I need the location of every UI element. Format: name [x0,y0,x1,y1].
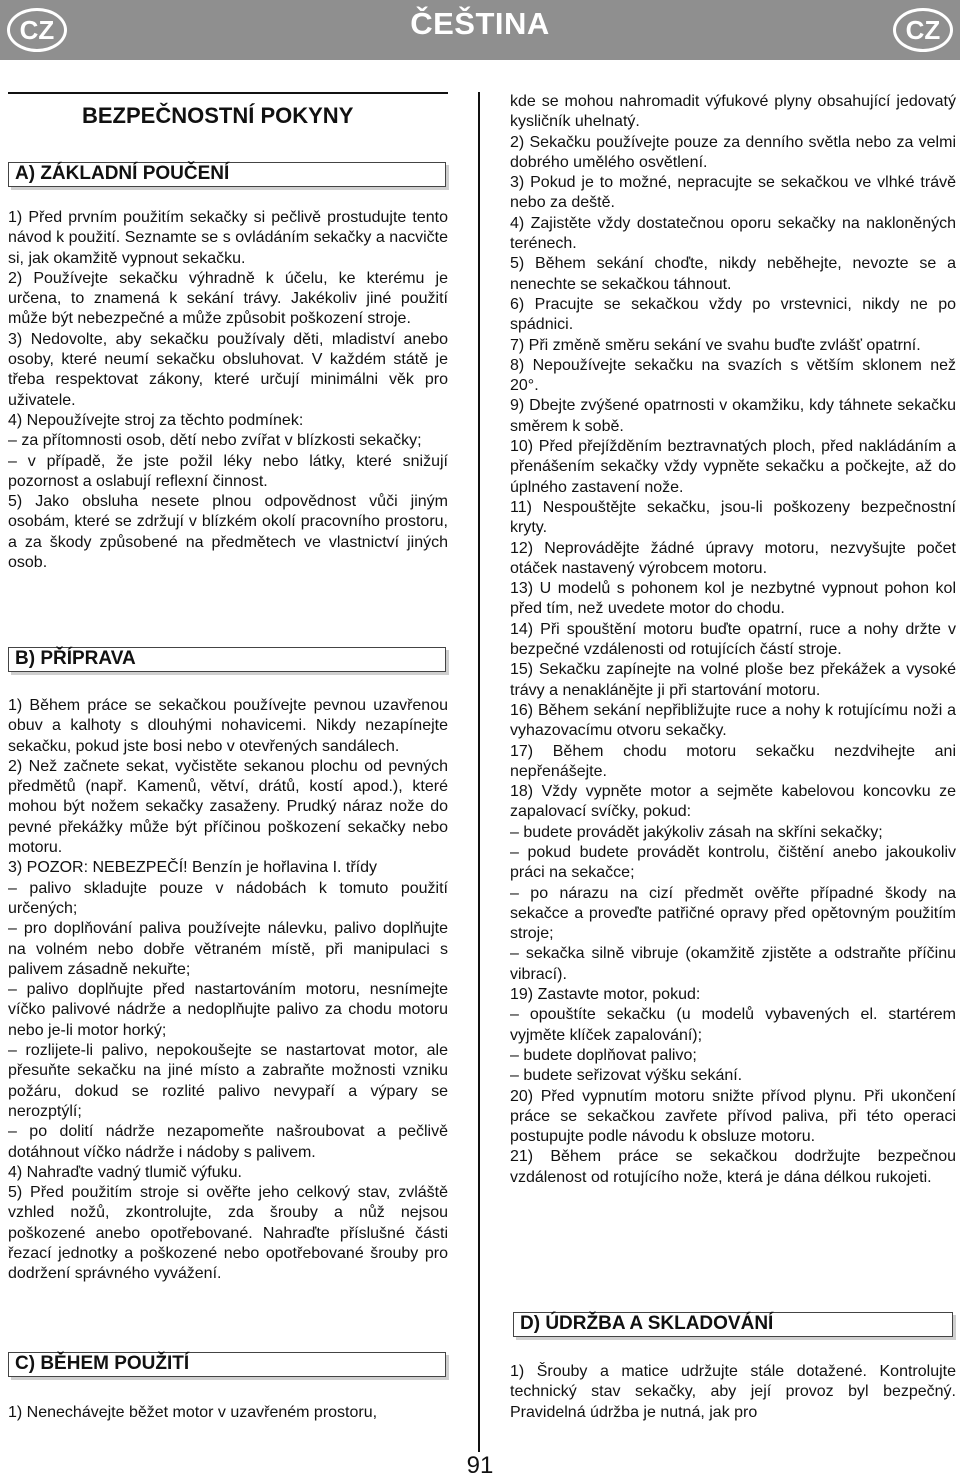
paragraph: 10) Před přejížděním beztravnatých ploch, před nakládáním a přenášením sekačky vždy vypněte sekačku a počkejte, až do úplného zastavení nože. [510,438,956,496]
paragraph: 9) Dbejte zvýšené opatrnosti v okamžiku, kdy táhnete sekačku směrem k sobě. [510,397,956,435]
paragraph: – palivo doplňujte před nastartováním motoru, nesnímejte víčko palivové nádrže a nedoplňujte palivo za chodu motoru nebo je-li motor horký; [8,981,448,1039]
paragraph: – sekačka silně vibruje (okamžitě zjistěte a odstraňte příčinu vibrací). [510,945,956,983]
paragraph: – budete doplňovat palivo; [510,1046,697,1064]
section-a-heading: A) ZÁKLADNÍ POUČENÍ [8,162,446,187]
paragraph: – pro doplňování paliva používejte nálevku, palivo doplňujte na volném nebo dobře větraném místě, při manipulaci s palivem zásadně nekuřte; [8,920,448,978]
paragraph: 2) Používejte sekačku výhradně k účelu, ke kterému je určena, to znamená k sekání trávy. Jakékoliv jiné použití může být nebezpečné a může způsobit poškození stroje. [8,269,448,328]
paragraph: 6) Pracujte se sekačkou vždy po vrstevnici, nikdy ne po spádnici. [510,295,956,334]
paragraph: 4) Zajistěte vždy dostatečnou oporu sekačky na nakloněných terénech. [510,214,956,253]
paragraph: 11) Nespouštějte sekačku, jsou-li poškozeny bezpečnostní kryty. [510,498,956,537]
section-b-body [8,696,448,1285]
paragraph: – palivo skladujte pouze v nádobách k tomuto použití určených; [8,879,448,917]
paragraph: 8) Nepoužívejte sekačku na svazích s větším sklonem než 20°. [510,356,956,395]
paragraph: 2) Než začnete sekat, vyčistěte sekanou plochu od pevných předmětů (např. Kamenů, větví, drátů, kostí apod.), které mohou být nožem sekačky zasaženy. Prudký náraz nože do pevné překážky může být příčinou poškození sekačky nebo motoru. [8,757,448,857]
paragraph: 16) Během sekání nepřibližujte ruce a nohy k rotujícímu noži a vyhazovacímu otvoru sekačky. [510,701,956,740]
paragraph: 4) Nahraďte vadný tlumič výfuku. [8,1163,242,1181]
section-b-heading: B) PŘÍPRAVA [8,647,446,672]
paragraph: 15) Sekačku zapínejte na volné ploše bez překážek a vysoké trávy a nenaklánějte ji při startování motoru. [510,661,956,699]
right-column-body [510,92,956,1188]
paragraph: 20) Před vypnutím motoru snižte přívod plynu. Při ukončení práce se sekačkou zavřete přívod paliva, při této operaci postupujte podle návodu k obsluze motoru. [510,1087,956,1146]
paragraph: – budete seřizovat výšku sekání. [510,1067,743,1085]
header-title: ČEŠTINA [410,6,550,41]
column-divider [478,92,480,1452]
section-c-body [8,1403,448,1423]
paragraph: 14) Při spouštění motoru buďte opatrní, ruce a nohy držte v bezpečné vzdálenosti od rotujících částí stroje. [510,620,956,659]
paragraph: 4) Nepoužívejte stroj za těchto podmínek: [8,411,304,429]
page-header [0,0,960,60]
paragraph: 5) Jako obsluha nesete plnou odpovědnost vůči jiným osobám, které se zdržují v blízkém okolí pracovního prostoru, a za škody způsobené na předmětech ve vlastnictví jiných osob. [8,493,448,572]
paragraph: 13) U modelů s pohonem kol je nezbytné vypnout pohon kol před tím, než uvedete motor do chodu. [510,580,956,618]
paragraph: kde se mohou nahromadit výfukové plyny obsahující jedovatý kysličník uhelnatý. [510,93,956,131]
paragraph: – rozlijete-li palivo, nepokoušejte se nastartovat motor, ale přesuňte sekačku na jiné místo a zabraňte možnosti vzniku požáru, dokud se rozlité palivo nevypaří a výpary se nerozptýlí; [8,1042,448,1120]
paragraph: 19) Zastavte motor, pokud: [510,986,701,1004]
paragraph: 17) Během chodu motoru sekačku nezdvihejte ani nepřenášejte. [510,742,956,780]
paragraph: 7) Při změně směru sekání ve svahu buďte zvlášť opatrní. [510,336,921,354]
main-title: BEZPEČNOSTNÍ POKYNY [82,103,354,128]
paragraph: 21) Během práce se sekačkou dodržujte bezpečnou vzdálenost od rotujícího nože, která je dána délkou rukojeti. [510,1148,956,1186]
paragraph: 3) POZOR: NEBEZPEČÍ! Benzín je hořlavina I. třídy [8,859,378,877]
top-rule [8,92,448,94]
paragraph: – opouštíte sekačku (u modelů vybavených el. startérem vyjměte klíček zapalování); [510,1006,956,1044]
paragraph: 5) Před použitím stroje si ověřte jeho celkový stav, zvláště vzhled nožů, zkontrolujte, zda šrouby a nůž nejsou poškozené anebo opotřebované. Nahraďte příslušné části řezací jednotky a poškozené nebo opotřebované šrouby pro dodržení správného vyvážení. [8,1184,448,1283]
language-badge-left: CZ [7,8,67,52]
paragraph: 3) Nedovolte, aby sekačku používaly děti, mladiství anebo osoby, které neumí sekačku obsluhovat. V každém státě je třeba respektovat zákony, které určují minimálni věk pro uživatele. [8,330,448,409]
paragraph: 1) Nenechávejte běžet motor v uzavřeném prostoru, [8,1404,378,1421]
paragraph: – pokud budete provádět kontrolu, čištění anebo jakoukoliv práci na sekačce; [510,843,956,882]
paragraph: – budete provádět jakýkoliv zásah na skříni sekačky; [510,823,883,841]
paragraph: – v případě, že jste požil léky nebo látky, které snižují pozornost a oslabují reflexní činnost. [8,452,448,490]
section-a-body [8,208,448,573]
paragraph: 1) Během práce se sekačkou používejte pevnou uzavřenou obuv a kalhoty s dlouhými nohavicemi. Nikdy nezapínejte sekačku, pokud jste bosi nebo v otevřených sandálech. [8,697,448,755]
paragraph: 1) Šrouby a matice udržujte stále dotažené. Kontrolujte technický stav sekačky, aby její provoz byl bezpečný. Pravidelná údržba je nutná, jak pro [510,1363,956,1421]
paragraph: – za přítomnosti osob, dětí nebo zvířat v blízkosti sekačky; [8,432,422,450]
paragraph: 1) Před prvním použitím sekačky si pečlivě prostudujte tento návod k použití. Seznamte se s ovládáním sekačky a nacvičte si, jak okamžitě vypnout sekačku. [8,209,448,267]
paragraph: 2) Sekačku používejte pouze za denního světla nebo za velmi dobrého umělého osvětlení. [510,133,956,171]
paragraph: 3) Pokud je to možné, nepracujte se sekačkou ve vlhké trávě nebo za deště. [510,174,956,212]
section-c-heading: C) BĚHEM POUŽITÍ [8,1352,446,1377]
paragraph: – po dolití nádrže nezapomeňte našroubovat a pečlivě dotáhnout víčko nádrže i nádoby s palivem. [8,1123,448,1161]
paragraph: – po nárazu na cizí předmět ověřte případné škody na sekačce a proveďte patřičné opravy před opětovným použitím stroje; [510,884,956,943]
section-d-heading: D) ÚDRŽBA A SKLADOVÁNÍ [513,1312,953,1337]
paragraph: 18) Vždy vypněte motor a sejměte kabelovou koncovku ze zapalovací svíčky, pokud: [510,783,956,821]
paragraph: 5) Během sekání choďte, nikdy neběhejte, nevozte se a nenechte se sekačkou táhnout. [510,255,956,293]
paragraph: 12) Neprovádějte žádné úpravy motoru, nezvyšujte počet otáček nastavený výrobcem motoru. [510,539,956,577]
section-d-body [510,1362,956,1423]
page-number: 91 [466,1452,494,1479]
language-badge-right: CZ [893,8,953,52]
